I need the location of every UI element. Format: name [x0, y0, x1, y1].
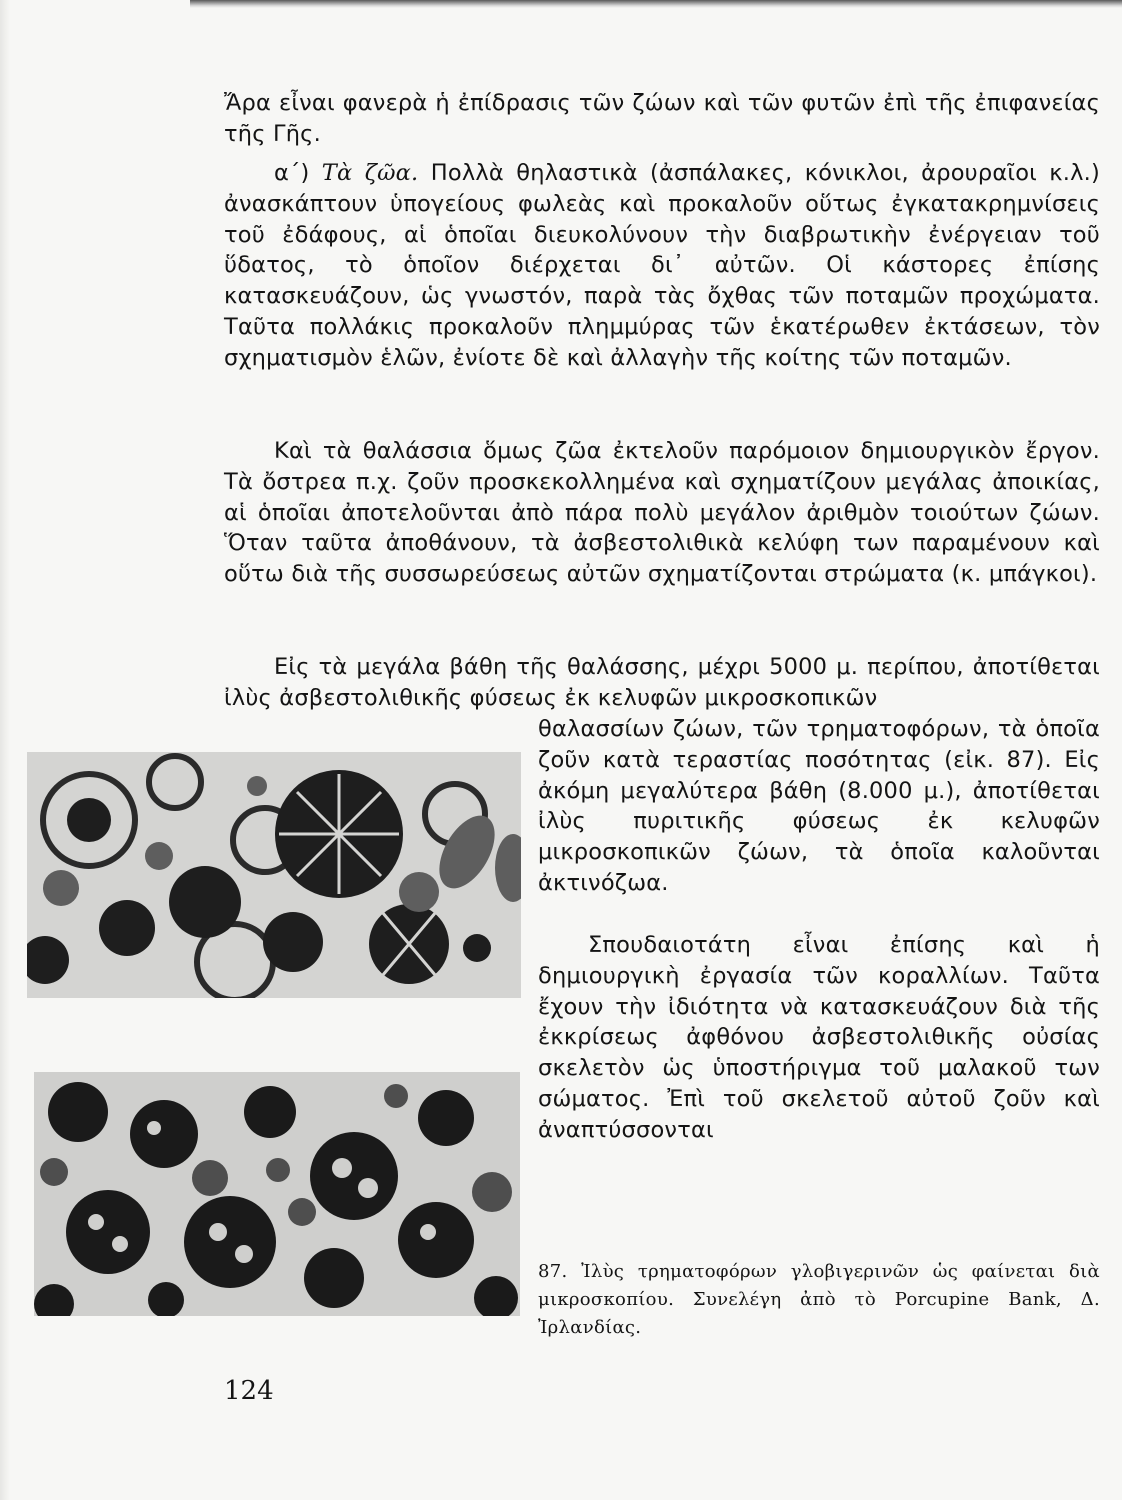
paragraph-corals: [538, 930, 1100, 1146]
section-label: α΄): [274, 160, 310, 186]
paragraph-animals-text: Πολλὰ θηλαστικὰ (ἀσπάλακες, κόνικλοι, ἀρουραῖοι κ.λ.) ἀνασκάπτουν ὑπογείους φωλεὰς καὶ προκαλοῦν οὕτως ἐγκατακρημνίσεις τοῦ ἐδάφους, αἱ ὁποῖαι διευκολύνουν τὴν διαβρωτικὴν ἐνέργειαν τοῦ ὕδατος, τὸ ὁποῖον διέρχεται δι᾽ αὐτῶν. Οἱ κάστορες ἐπίσης κατασκευάζουν, ὡς γνωστόν, παρὰ τὰς ὄχθας τῶν ποταμῶν προχώματα. Ταῦτα πολλάκις προκαλοῦν πλημμύρας τῶν ἑκατέρωθεν ἐκτάσεων, τὸν σχηματισμὸν ἑλῶν, ἐνίοτε δὲ καὶ ἀλλαγὴν τῆς κοίτης τῶν ποταμῶν.: [224, 160, 1100, 371]
paragraph-animals: [224, 158, 1100, 374]
figure-caption-text: 87. Ἰλὺς τρηματοφόρων γλοβιγερινῶν ὡς φαίνεται διὰ μικροσκοπίου. Συνελέγη ἀπὸ τὸ Porcupine Bank, Δ. Ἰρλανδίας.: [538, 1261, 1100, 1338]
paragraph-marine-animals-text: Καὶ τὰ θαλάσσια ὅμως ζῶα ἐκτελοῦν παρόμοιον δημιουργικὸν ἔργον. Τὰ ὄστρεα π.χ. ζοῦν προσκεκολλημένα καὶ σχηματίζουν μεγάλας ἀποικίας, αἱ ὁποῖαι ἀποτελοῦνται ἀπὸ πάρα πολὺ μεγάλον ἀριθμὸν τοιούτων ζώων. Ὅταν ταῦτα ἀποθάνουν, τὰ ἀσβεστολιθικὰ κελύφη των παραμένουν καὶ οὕτω διὰ τῆς συσσωρεύσεως αὐτῶν σχηματίζονται στρώματα (κ. μπάγκοι).: [224, 438, 1100, 588]
micrograph-bottom-image: [34, 1072, 520, 1316]
paragraph-deep-sea-full: [224, 652, 1100, 714]
micrograph-bottom-frame: [34, 1072, 520, 1316]
paragraph-deep-sea-full-text: Εἰς τὰ μεγάλα βάθη τῆς θαλάσσης, μέχρι 5000 μ. περίπου, ἀποτίθεται ἰλὺς ἀσβεστολιθικῆς φύσεως ἐκ κελυφῶν μικροσκοπικῶν: [224, 654, 1100, 711]
paragraph-corals-text: Σπουδαιοτάτη εἶναι ἐπίσης καὶ ἡ δημιουργικὴ ἐργασία τῶν κοραλλίων. Ταῦτα ἔχουν τὴν ἰδιότητα νὰ κατασκευάζουν διὰ τῆς ἐκκρίσεως ἀφθόνου ἀσβεστολιθικῆς οὐσίας σκελετὸν ὡς ὑποστήριγμα τοῦ μαλακοῦ των σώματος. Ἐπὶ τοῦ σκελετοῦ αὐτοῦ ζοῦν καὶ ἀναπτύσσονται: [538, 932, 1100, 1143]
page-left-shadow: [0, 0, 10, 1500]
micrograph-top-image: [27, 752, 521, 998]
paragraph-deep-sea-narrow: [538, 714, 1100, 899]
paragraph-intro: [224, 88, 1100, 150]
section-heading: Τὰ ζῶα.: [321, 160, 419, 186]
page-number: 124: [224, 1376, 274, 1406]
page-top-edge-shadow: [190, 0, 1122, 8]
paragraph-marine-animals: [224, 436, 1100, 590]
paragraph-intro-text: Ἄρα εἶναι φανερὰ ἡ ἐπίδρασις τῶν ζώων καὶ τῶν φυτῶν ἐπὶ τῆς ἐπιφανείας τῆς Γῆς.: [224, 90, 1100, 147]
figure-caption: [538, 1258, 1100, 1342]
micrograph-top: [27, 752, 521, 998]
paragraph-deep-sea-narrow-text: θαλασσίων ζώων, τῶν τρηματοφόρων, τὰ ὁποῖα ζοῦν κατὰ τεραστίας ποσότητας (εἰκ. 87). Εἰς ἀκόμη μεγαλύτερα βάθη (8.000 μ.), ἀποτίθεται ἰλὺς πυριτικῆς φύσεως ἐκ κελυφῶν μικροσκοπικῶν ζώων, τὰ ὁποῖα καλοῦνται ἀκτινόζωα.: [538, 716, 1100, 896]
